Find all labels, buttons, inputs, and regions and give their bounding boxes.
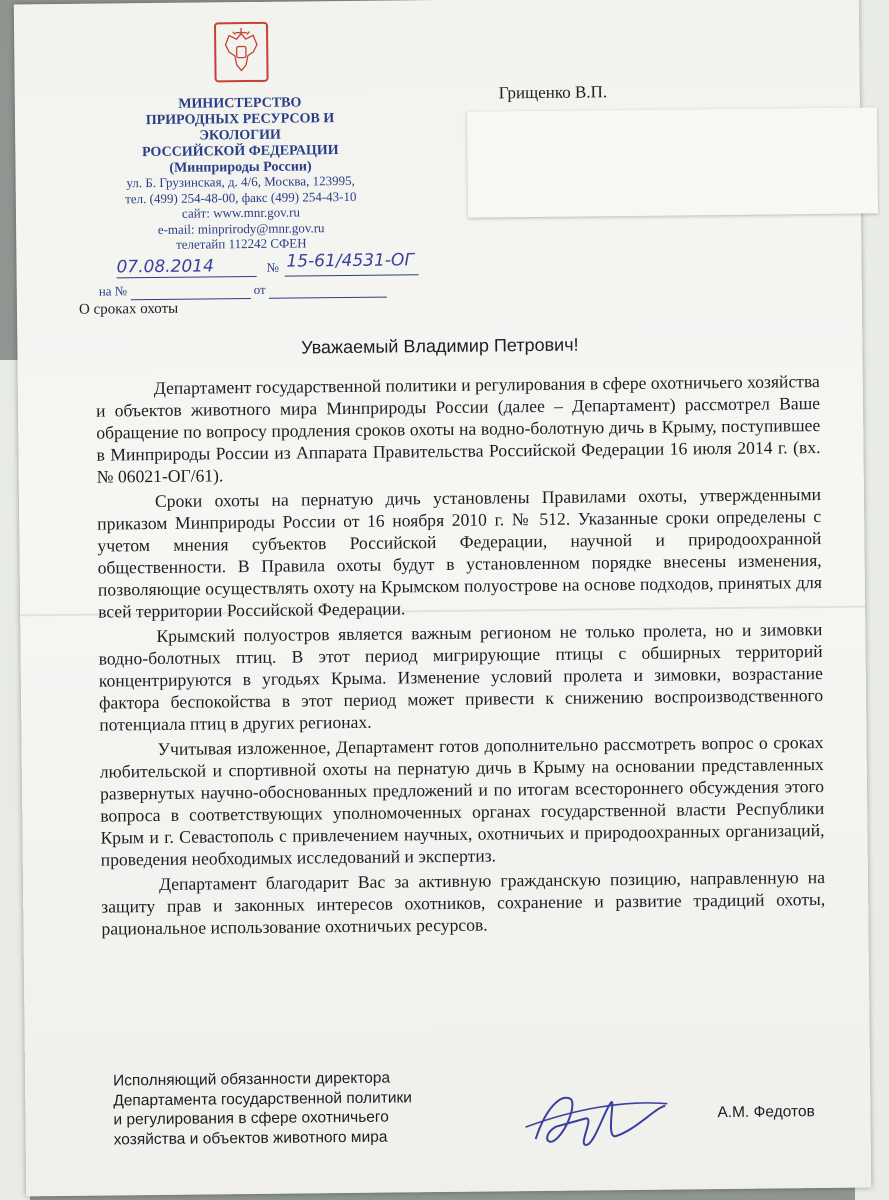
reply-number-label: на № bbox=[98, 283, 128, 299]
reply-from-label: от bbox=[253, 281, 266, 297]
website: сайт: www.mnr.gov.ru bbox=[181, 204, 301, 221]
address: ул. Б. Грузинская, д. 4/6, Москва, 123995, bbox=[126, 172, 355, 191]
number-underline bbox=[285, 274, 419, 276]
body-paragraph: Сроки охоты на пернатую дичь установлены Правилами охоты, утвержденными приказом Минприроды России от 16 ноября 2010 г. № 512. Указанные сроки определены с учетом мнения субъектов Российской Федерации, научной и природоохранной общественности. В Правила охоты будут в установленном порядке внесены изменения, позволяющие осуществлять охоту на Крымском полуострове на основе подходов, принятых для всей территории Российской Федерации. bbox=[97, 484, 822, 622]
addressee: Грищенко В.П. bbox=[498, 82, 608, 103]
signer-title-line: Департамента государственной политики bbox=[113, 1088, 412, 1109]
teletype: телетайп 112242 СФЕН bbox=[175, 235, 307, 252]
signer-title bbox=[113, 1067, 494, 1149]
signer-title-line: Исполняющий обязанности директора bbox=[112, 1069, 391, 1090]
signer-title-line: хозяйства и объектов животного мира bbox=[113, 1128, 388, 1148]
letter-number: 15-61/4531-ОГ bbox=[286, 250, 414, 272]
body-paragraph: Департамент благодарит Вас за активную гражданскую позицию, направленную на защиту прав и законных интересов охотников, сохранение и развитие традиций охоты, рациональное использование охотничьих ресурсов. bbox=[101, 867, 826, 939]
paper-sticker bbox=[467, 107, 878, 217]
reply-reference bbox=[99, 280, 419, 300]
reply-number-blank bbox=[130, 282, 250, 300]
letter-date: 07.08.2014 bbox=[116, 256, 214, 278]
salutation: Уважаемый Владимир Петрович! bbox=[301, 334, 579, 358]
signer-name: А.М. Федотов bbox=[717, 1103, 815, 1122]
phone: тел. (499) 254-48-00, факс (499) 254-43-10 bbox=[125, 188, 357, 206]
date-underline bbox=[117, 276, 257, 278]
letter-body bbox=[96, 370, 826, 943]
ministry-line: ПРИРОДНЫХ РЕСУРСОВ И ЭКОЛОГИИ bbox=[145, 111, 335, 144]
ministry-line: РОССИЙСКОЙ ФЕДЕРАЦИИ bbox=[141, 143, 339, 161]
reply-date-blank bbox=[269, 281, 387, 299]
ministry-line: МИНИСТЕРСТВО bbox=[178, 95, 302, 112]
body-paragraph: Крымский полуостров является важным регионом не только пролета, но и зимовки водно-болотных птиц. В этот период мигрирующие птицы с обширных территорий концентрируются в угодьях Крыма. Изменение условий пролета и зимовки, возрастание фактора беспокойства в этот период может привести к снижению воспроизводственного потенциала птиц в других регионах. bbox=[98, 619, 824, 735]
ministry-name bbox=[110, 95, 371, 178]
coat-of-arms-icon bbox=[214, 22, 269, 83]
contact-block bbox=[111, 173, 372, 253]
email: e-mail: minprirody@mnr.gov.ru bbox=[157, 219, 325, 237]
letter-subject: О сроках охоты bbox=[78, 300, 179, 318]
ministry-short-name: (Минприроды России) bbox=[169, 159, 312, 176]
number-label: № bbox=[266, 259, 280, 275]
letter-page bbox=[14, 0, 871, 1196]
handwritten-signature bbox=[515, 1078, 676, 1160]
body-paragraph: Департамент государственной политики и регулирования в сфере охотничьего хозяйства и объектов животного мира Минприроды России (далее – Департамент) рассмотрел Ваше обращение по вопросу продления сроков охоты на водно-болотную дичь в Крыму, поступившее в Минприроды России из Аппарата Правительства Российской Федерации 16 июля 2014 г. (вх. № 06021-ОГ/61). bbox=[95, 371, 821, 487]
body-paragraph: Учитывая изложенное, Департамент готов дополнительно рассмотреть вопрос о сроках любительской и спортивной охоты на пернатую дичь в Крыму на основании представленных развернутых научно-обоснованных предложений и по итогам всестороннего обсуждения этого вопроса в соответствующих уполномоченных органах государственной власти Республики Крым и г. Севастополь с привлечением научных, охотничьих и природоохранных организаций, проведения необходимых исследований и экспертиз. bbox=[99, 732, 825, 870]
outgoing-reference bbox=[98, 250, 418, 279]
signer-title-line: и регулирования в сфере охотничьего bbox=[113, 1108, 389, 1129]
